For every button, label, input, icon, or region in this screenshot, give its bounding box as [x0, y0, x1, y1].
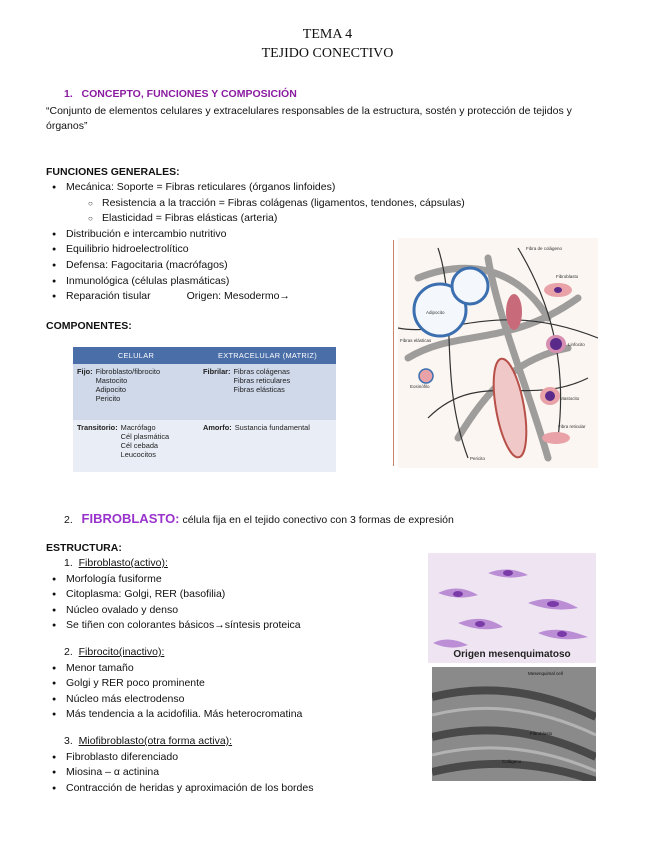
fibrilar-item: Fibras reticulares [233, 376, 291, 385]
label-elasticas: Fibras elásticas [400, 338, 432, 343]
list-item: ● Fibroblasto diferenciado [46, 750, 404, 766]
list-item: ● Defensa: Fagocitaria (macrófagos) [46, 258, 386, 274]
label-pericito: Pericito [470, 456, 486, 461]
estructura-heading: ESTRUCTURA: [46, 542, 122, 554]
col-celular: CELULAR [73, 347, 199, 364]
label-fibra-reticular: Fibra reticular [558, 424, 586, 429]
amorfo-label: Amorfo: [203, 423, 232, 432]
transitorio-label: Transitorio: [77, 423, 118, 432]
eosinophil-cell [419, 369, 433, 383]
electron-micrograph [432, 667, 596, 781]
nucleus [557, 631, 567, 637]
list-item: ○ Elasticidad = Fibras elásticas (arteria) [82, 211, 386, 227]
label-fibroblasto: Fibroblasto [556, 274, 579, 279]
origen-text: Origen: Mesodermo→ [186, 290, 290, 303]
list-item: ● Golgi y RER poco prominente [46, 676, 404, 692]
fijo-item: Pericito [95, 394, 121, 403]
list-item: ● Equilibrio hidroelectrolítico [46, 242, 386, 258]
fijo-item: Adipocito [95, 385, 127, 394]
list-item: ● Inmunológica (células plasmáticas) [46, 274, 386, 290]
adipocyte-cell [452, 268, 488, 304]
list-item [46, 289, 386, 305]
label-adipocito: Adipocito [426, 310, 445, 315]
em-label-top: Mesenquimal cell [528, 671, 563, 676]
fibrilar-item: Fibras elásticas [233, 385, 285, 394]
list-item: ● Contracción de heridas y aproximación de los bordes [46, 781, 404, 797]
label-eosinofilo: Eosinófilo [410, 384, 430, 389]
transitorio-item: Cél plasmática [120, 432, 170, 441]
componentes-table [73, 347, 336, 472]
list-item: ● Más tendencia a la acidofilia. Más heterocromatina [46, 707, 404, 723]
transitorio-item: Cél cebada [120, 441, 159, 450]
label-linfocito: Linfocito [568, 342, 585, 347]
list-item: ● Miosina – α actinina [46, 765, 404, 781]
label-mastocito: Mastocito [560, 396, 580, 401]
col-extracelular: EXTRACELULAR (MATRIZ) [199, 347, 336, 364]
estructura-list [64, 556, 404, 796]
group-title: Fibroblasto(activo): [78, 557, 168, 569]
section2-heading [64, 511, 454, 526]
section1-title: CONCEPTO, FUNCIONES Y COMPOSICIÓN [81, 88, 297, 100]
funciones-heading: FUNCIONES GENERALES: [46, 166, 180, 178]
funciones-list [46, 180, 465, 305]
fijo-label: Fijo: [77, 367, 93, 376]
group-number: 2. [64, 645, 73, 658]
section2-desc: célula fija en el tejido conectivo con 3 formas de expresión [182, 514, 454, 526]
group-title: Fibrocito(inactivo): [78, 645, 165, 658]
fibroblast-cell [542, 432, 570, 444]
nucleus [545, 391, 555, 401]
fibrilar-item: Fibras colágenas [233, 367, 290, 376]
fibroblast-micrograph [428, 553, 596, 663]
page-title: TEMA 4 [302, 27, 353, 42]
list-item: ● Distribución e intercambio nutritivo [46, 227, 386, 243]
list-item: ● Morfología fusiforme [46, 572, 404, 588]
definition-quote: “Conjunto de elementos celulares y extracelulares responsables de la estructura, sostén y protección de tejidos y órganos” [46, 105, 572, 132]
em-label-mid: Fibroblasto [530, 731, 553, 736]
reparacion-text: Reparación tisular [66, 290, 151, 303]
list-item: ● Mecánica: Soporte = Fibras reticulares (órganos linfoides) [46, 180, 386, 196]
section1-number: 1. [64, 88, 73, 100]
micrograph-caption: Origen mesenquimatoso [453, 649, 571, 660]
group-number: 1. [64, 557, 73, 569]
page-subtitle: TEJIDO CONECTIVO [261, 46, 394, 61]
list-item: ● Menor tamaño [46, 661, 404, 677]
nucleus [475, 621, 485, 627]
label-colageno: Fibra de colágeno [526, 246, 563, 251]
divider-line [393, 240, 394, 466]
em-label-bottom: Colágeno [502, 759, 522, 764]
group-number: 3. [64, 734, 73, 747]
list-item: ● Núcleo más electrodenso [46, 692, 404, 708]
nucleus [503, 570, 513, 576]
nucleus [453, 591, 463, 597]
transitorio-item: Macrófago [120, 423, 156, 432]
transitorio-item: Leucocitos [120, 450, 156, 459]
componentes-heading: COMPONENTES: [46, 320, 132, 332]
section2-number: 2. [64, 514, 73, 526]
connective-tissue-diagram [398, 238, 598, 468]
plasma-cell [506, 294, 522, 330]
list-item: ● Citoplasma: Golgi, RER (basofilia) [46, 587, 404, 603]
amorfo-value: Sustancia fundamental [234, 423, 310, 432]
fibrilar-label: Fibrilar: [203, 367, 231, 376]
section2-title: FIBROBLASTO: [81, 511, 180, 526]
nucleus [547, 601, 559, 607]
section1-heading [64, 88, 297, 100]
nucleus [550, 338, 562, 350]
list-item: ● Núcleo ovalado y denso [46, 603, 404, 619]
group-title: Miofibroblasto(otra forma activa): [78, 734, 233, 747]
fijo-item: Fibroblasto/fibrocito [95, 367, 161, 376]
list-item: ○ Resistencia a la tracción = Fibras colágenas (ligamentos, tendones, cápsulas) [82, 196, 386, 212]
list-item: ● Se tiñen con colorantes básicos→síntesis proteica [46, 618, 404, 634]
fijo-item: Mastocito [95, 376, 128, 385]
nucleus [554, 287, 562, 293]
